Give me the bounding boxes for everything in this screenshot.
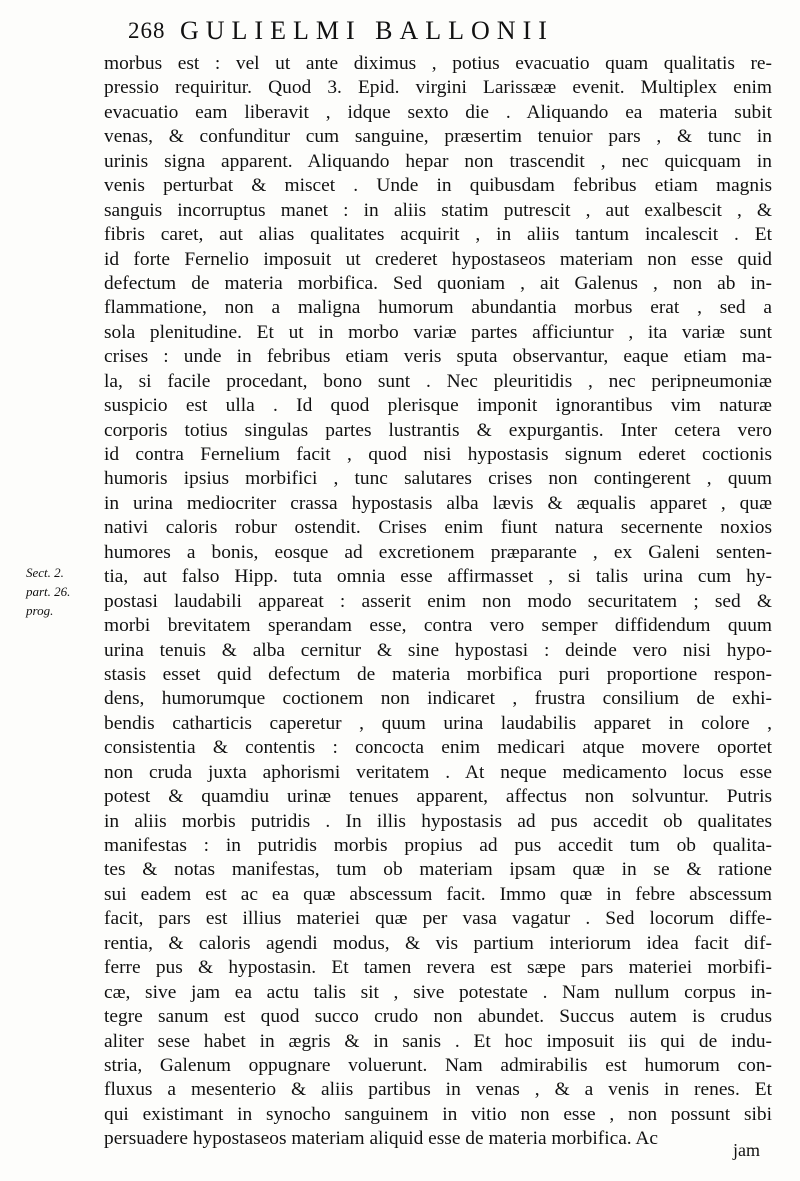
text-line: in aliis morbis putridis . In illis hypostasis ad pus accedit ob qualitates xyxy=(104,810,772,832)
text-line: bendis catharticis caperetur , quum urina laudabilis apparet in colore , xyxy=(104,712,772,734)
text-line: humores a bonis, eosque ad excretionem præparante , ex Galeni senten- xyxy=(104,541,772,563)
margin-note-line: part. 26. xyxy=(26,584,71,599)
text-line: fibris caret, aut alias qualitates acquirit , in aliis tantum incalescit . Et xyxy=(104,224,772,246)
text-line: sui eadem est ac ea quæ abscessum facit. Immo quæ in febre abscessum xyxy=(104,883,772,905)
text-line: fluxus a mesenterio & aliis partibus in venas , & a venis in renes. Et xyxy=(104,1079,772,1101)
text-line: corporis totius singulas partes lustrantis & expurgantis. Inter cetera vero xyxy=(104,419,772,441)
text-line: urina tenuis & alba cernitur & sine hypostasi : deinde vero nisi hypo- xyxy=(104,639,772,661)
text-line: morbus est : vel ut ante diximus , potius evacuatio quam qualitatis re- xyxy=(104,53,772,74)
text-line: non cruda juxta aphorismi veritatem . At neque medicamento locus esse xyxy=(104,761,772,783)
text-line: in urina mediocriter crassa hypostasis alba lævis & æqualis apparet , quæ xyxy=(104,492,772,514)
text-line: defectum de materia morbifica. Sed quoniam , ait Galenus , non ab in- xyxy=(104,272,772,294)
text-line: stasis esset quid defectum de materia morbifica puri proportione respon- xyxy=(104,663,772,685)
text-line: nativi caloris robur ostendit. Crises enim fiunt natura secernente noxios xyxy=(104,517,772,539)
text-line: postasi laudabili appareat : asserit enim non modo securitatem ; sed & xyxy=(104,590,772,612)
catchword: jam xyxy=(733,1140,760,1160)
text-line: tia, aut falso Hipp. tuta omnia esse affirmasset , si talis urina cum hy- xyxy=(104,566,772,588)
text-line: sola plenitudine. Et ut in morbo variæ partes afficiuntur , ita variæ sunt xyxy=(104,321,772,343)
body-text xyxy=(104,52,772,1152)
margin-note-line: Sect. 2. xyxy=(26,565,64,580)
text-line: manifestas : in putridis morbis propius ad pus accedit tum ob qualita- xyxy=(104,835,772,856)
text-line: stria, Galenum oppugnare voluerunt. Nam admirabilis est humorum con- xyxy=(104,1054,772,1076)
text-line: ferre pus & hypostasin. Et tamen revera est sæpe pars materiei morbifi- xyxy=(104,957,772,979)
text-line: consistentia & contentis : concocta enim medicari atque movere oportet xyxy=(104,737,772,759)
text-line: aliter sese habet in ægris & in sanis . Et hoc imposuit iis qui de indu- xyxy=(104,1030,772,1052)
margin-note xyxy=(26,563,98,620)
text-line: rentia, & caloris agendi modus, & vis partium interiorum idea facit dif- xyxy=(104,932,772,954)
running-head: GULIELMI BALLONII xyxy=(180,16,554,45)
text-line: urinis signa apparent. Aliquando hepar non trascendit , nec quicquam in xyxy=(104,150,772,172)
text-line: suspicio est ulla . Id quod plerisque imponit ignorantibus vim naturæ xyxy=(104,395,772,417)
text-line: potest & quamdiu urinæ tenues apparent, affectus non solvuntur. Putris xyxy=(104,786,772,808)
text-line: la, si facile procedant, bono sunt . Nec pleuritidis , nec peripneumoniæ xyxy=(104,370,772,392)
text-line: sanguis incorruptus manet : in aliis statim putrescit , aut exalbescit , & xyxy=(104,199,772,221)
text-line: flammatione, non a maligna humorum abundantia morbus erat , sed a xyxy=(104,297,772,319)
text-line: id forte Fernelio imposuit ut crederet hypostaseos materiam non esse quid xyxy=(104,248,772,270)
margin-note-line: prog. xyxy=(26,603,54,618)
text-line: tegre sanum est quod succo crudo non abundet. Succus autem is crudus xyxy=(104,1006,772,1028)
text-line: tes & notas manifestas, tum ob materiam ipsam quæ in se & ratione xyxy=(104,859,772,881)
text-line: crises : unde in febribus etiam veris sputa observantur, eaque etiam ma- xyxy=(104,346,772,368)
text-line: cæ, sive jam ea actu talis sit , sive potestate . Nam nullum corpus in- xyxy=(104,981,772,1003)
text-line: venis perturbat & miscet . Unde in quibusdam febribus etiam magnis xyxy=(104,175,772,197)
page-number: 268 xyxy=(128,18,166,43)
text-line: dens, humorumque coctionem non indicaret , frustra consilium de exhi- xyxy=(104,688,772,710)
text-line: pressio requiritur. Quod 3. Epid. virgini Larissææ evenit. Multiplex enim xyxy=(104,77,772,99)
text-line: morbi brevitatem sperandam esse, contra vero semper diffidendum quum xyxy=(104,615,772,637)
page-header xyxy=(128,14,768,48)
text-line: humoris ipsius morbifici , tunc salutares crises non contingerent , quum xyxy=(104,468,772,490)
text-line: id contra Fernelium facit , quod nisi hypostasis signum ederet coctionis xyxy=(104,444,772,465)
text-line: persuadere hypostaseos materiam aliquid esse de materia morbifica. Ac xyxy=(104,1128,659,1150)
text-line: facit, pars est illius materiei quæ per vasa vagatur . Sed locorum diffe- xyxy=(104,908,772,930)
text-line: qui existimant in synocho sanguinem in vitio non esse , non possunt sibi xyxy=(104,1103,772,1125)
text-line: evacuatio eam liberavit , idque sexto die . Aliquando ea materia subit xyxy=(104,101,772,123)
text-line: venas, & confunditur cum sanguine, præsertim tenuior pars , & tunc in xyxy=(104,126,772,148)
